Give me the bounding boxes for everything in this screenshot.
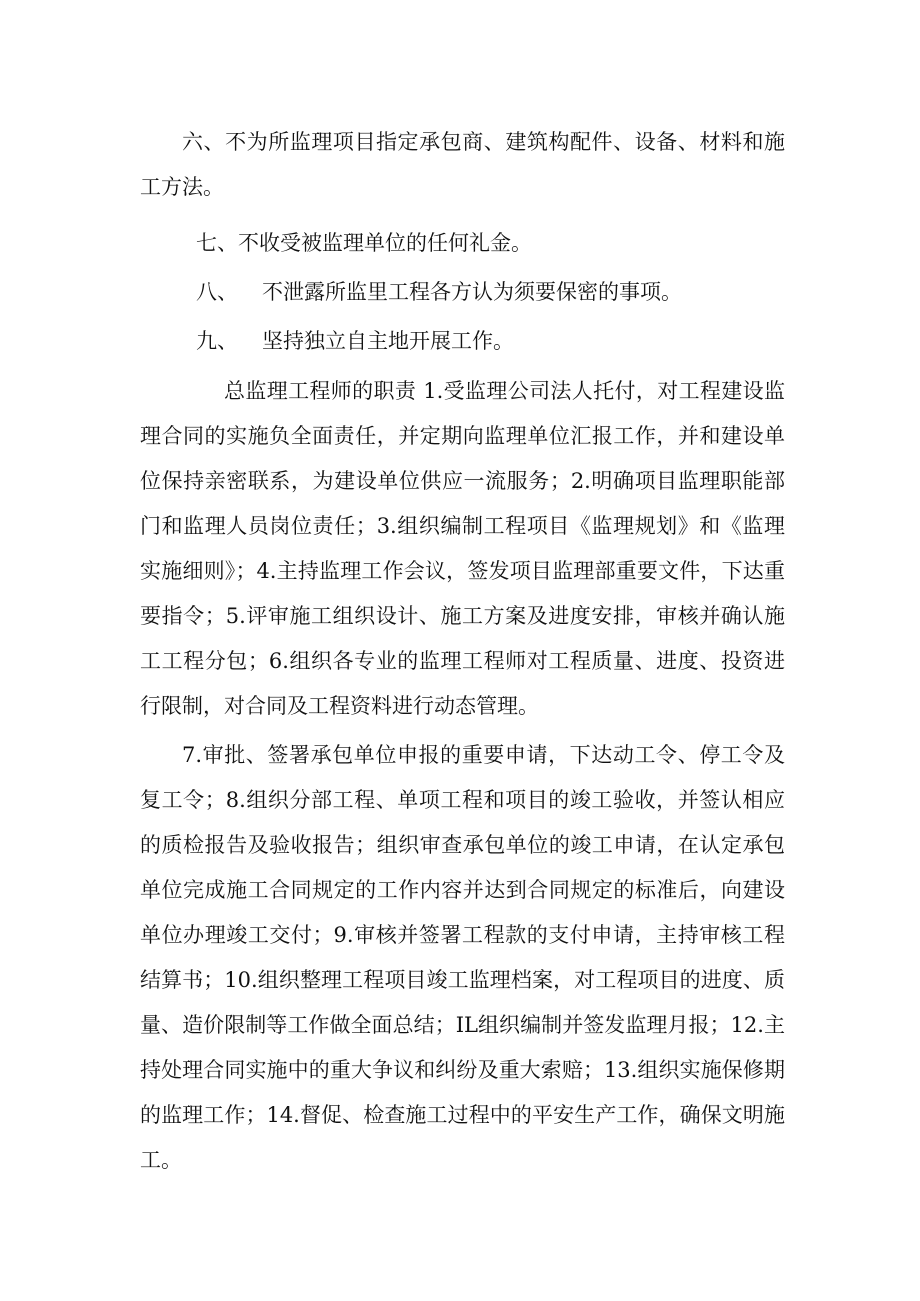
clause-six: 六、不为所监理项目指定承包商、建筑构配件、设备、材料和施工方法。 — [140, 130, 785, 199]
clause-nine-text: 坚持独立自主地开展工作。 — [262, 329, 514, 353]
clause-eight-text: 不泄露所监里工程各方认为须要保密的事项。 — [262, 280, 682, 304]
clause-nine-number: 九、 — [196, 329, 238, 353]
clause-eight — [196, 270, 682, 315]
clause-eight-number: 八、 — [196, 280, 238, 304]
duties-paragraph-2: 7.审批、签署承包单位申报的重要申请，下达动工令、停工令及复工令；8.组织分部工程、单项工程和项目的竣工验收，并签认相应的质检报告及验收报告；组织审查承包单位的竣工申请，在认定承包单位完成施工合同规定的工作内容并达到合同规定的标准后，向建设单位办理竣工交付；9.审核并签署工程款的支付申请，主持审核工程结算书；10.组织整理工程项目竣工监理档案，对工程项目的进度、质量、造价限制等工作做全面总结；IL组织编制并签发监理月报；12.主持处理合同实施中的重大争议和纠纷及重大索赔；13.组织实施保修期的监理工作；14.督促、检查施工过程中的平安生产工作，确保文明施工。 — [140, 743, 785, 1172]
clause-seven — [196, 221, 532, 266]
clause-nine — [196, 319, 514, 364]
clause-seven-text: 七、不收受被监理单位的任何礼金。 — [196, 231, 532, 255]
duties-paragraph-1: 总监理工程师的职责 1.受监理公司法人托付，对工程建设监理合同的实施负全面责任，并定期向监理单位汇报工作，并和建设单位保持亲密联系，为建设单位供应一流服务；2.明确项目监理职能部门和监理人员岗位责任；3.组织编制工程项目《监理规划》和《监理实施细则》；4.主持监理工作会议，签发项目监理部重要文件，下达重要指令；5.评审施工组织设计、施工方案及进度安排，审核并确认施工工程分包；6.组织各专业的监理工程师对工程质量、进度、投资进行限制，对合同及工程资料进行动态管理。 — [140, 379, 785, 718]
